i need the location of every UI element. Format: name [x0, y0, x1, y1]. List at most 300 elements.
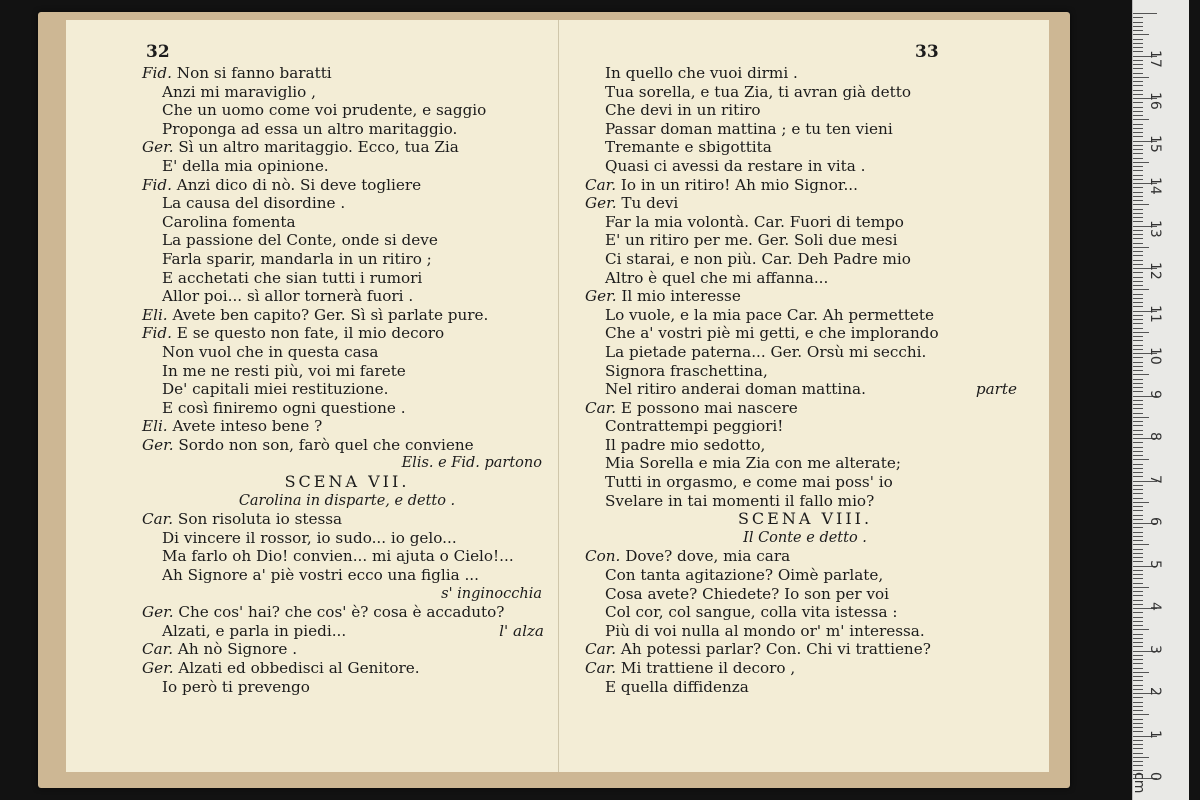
ruler-tick [1133, 527, 1143, 528]
verse-line [142, 380, 552, 399]
ruler-tick [1133, 294, 1143, 295]
verse-line [142, 269, 552, 288]
ruler-tick [1133, 464, 1143, 465]
ruler-tick [1133, 485, 1143, 486]
verse-line [585, 585, 1025, 604]
ruler-tick [1133, 170, 1143, 171]
ruler-tick [1133, 90, 1143, 91]
ruler-tick [1133, 659, 1143, 660]
speaker-label: Ger. [585, 194, 617, 213]
ruler-tick [1133, 77, 1149, 78]
ruler-tick [1133, 663, 1143, 664]
verse-text: Tutti in orgasmo, e come mai poss' io [605, 473, 893, 492]
ruler-tick [1133, 47, 1143, 48]
stage-direction: Carolina in disparte, e detto . [238, 492, 456, 509]
verse-line [585, 547, 1025, 566]
ruler-tick [1133, 298, 1143, 299]
ruler-tick [1133, 587, 1149, 588]
ruler-tick [1133, 39, 1143, 40]
ruler-tick [1133, 217, 1143, 218]
ruler-tick [1133, 306, 1143, 307]
ruler-tick [1133, 357, 1143, 358]
ruler-tick [1133, 128, 1143, 129]
verse-line [142, 213, 552, 232]
ruler-tick [1133, 676, 1143, 677]
verse-line [585, 659, 1025, 678]
verse-text: E quella diffidenza [605, 677, 749, 696]
speaker-label: Car. [585, 640, 617, 659]
ruler-tick [1133, 383, 1143, 384]
speaker-label: Ger. [585, 287, 617, 306]
ruler-tick [1133, 434, 1143, 435]
speaker-label: Eli. [142, 417, 168, 436]
ruler-tick [1133, 153, 1143, 154]
verse-line [585, 64, 1025, 83]
verse-line [142, 231, 552, 250]
verse-line [585, 213, 1025, 232]
ruler-tick [1133, 515, 1143, 516]
ruler-tick [1133, 442, 1143, 443]
speaker-label: Fid. [142, 324, 172, 343]
ruler-tick [1133, 94, 1143, 95]
verse-line [585, 231, 1025, 250]
page-number: 32 [146, 42, 170, 62]
ruler-tick [1133, 455, 1143, 456]
verse-text: Sordo non son, farò quel che conviene [173, 435, 474, 454]
verse-text: La pietade paterna... Ger. Orsù mi secchi. [605, 342, 927, 361]
ruler-tick [1133, 13, 1157, 14]
verse-line [585, 157, 1025, 176]
speaker-label: Car. [142, 510, 174, 529]
verse-line [585, 380, 1025, 399]
ruler-number: 14 [1147, 177, 1163, 195]
verse-text: La passione del Conte, onde si deve [162, 231, 438, 250]
verse-text: Non vuol che in questa casa [162, 342, 379, 361]
ruler-tick [1133, 506, 1143, 507]
verse-text: E' della mia opinione. [162, 156, 329, 175]
ruler-tick [1133, 107, 1143, 108]
verse-line [585, 343, 1025, 362]
verse-text: In me ne resti più, voi mi farete [162, 361, 406, 380]
ruler-tick [1133, 430, 1143, 431]
verse-line [585, 306, 1025, 325]
verse-text: Signora fraschettina, [605, 361, 768, 380]
verse-line [142, 120, 552, 139]
ruler-tick [1133, 617, 1143, 618]
ruler-tick [1133, 591, 1143, 592]
ruler-tick [1133, 391, 1143, 392]
verse-text: Altro è quel che mi affanna... [605, 268, 829, 287]
ruler-number: 2 [1147, 687, 1163, 696]
ruler-tick [1133, 621, 1143, 622]
speaker-label: Car. [585, 398, 617, 417]
ruler-number: 16 [1147, 92, 1163, 110]
ruler-tick [1133, 731, 1143, 732]
ruler-tick [1133, 714, 1149, 715]
verse-line [585, 287, 1025, 306]
verse-text: Alzati, e parla in piedi... [162, 621, 347, 640]
ruler-tick [1133, 179, 1143, 180]
ruler-tick [1133, 689, 1143, 690]
verse-line [585, 399, 1025, 418]
ruler-tick [1133, 476, 1143, 477]
ruler-tick [1133, 255, 1143, 256]
ruler-tick [1133, 132, 1143, 133]
verse-line [142, 157, 552, 176]
verse-text: Contrattempi peggiori! [605, 417, 784, 436]
stage-direction: Il Conte e detto . [743, 529, 867, 546]
verse-text: Io però ti prevengo [162, 677, 310, 696]
ruler-tick [1133, 549, 1143, 550]
ruler-tick [1133, 578, 1143, 579]
ruler-tick [1133, 230, 1143, 231]
ruler-tick [1133, 323, 1143, 324]
ruler-tick [1133, 17, 1143, 18]
ruler-tick [1133, 532, 1143, 533]
right-page [559, 20, 1049, 772]
ruler-tick [1133, 719, 1143, 720]
ruler-tick [1133, 379, 1143, 380]
ruler-number: 5 [1147, 559, 1163, 569]
stage-direction: l' alza [499, 621, 544, 640]
verse-line [142, 529, 552, 548]
verse-text: E così finiremo ogni questione . [162, 398, 406, 417]
verse-line [585, 83, 1025, 102]
ruler-tick [1133, 192, 1143, 193]
verse-line [142, 622, 552, 641]
verse-text: E se questo non fate, il mio decoro [171, 324, 445, 343]
ruler-tick [1133, 574, 1143, 575]
ruler-tick [1133, 251, 1143, 252]
verse-line [585, 362, 1025, 381]
verse-text: Carolina fomenta [162, 212, 296, 231]
verse-text: Io in un ritiro! Ah mio Signor... [616, 175, 858, 194]
verse-text: Ma farlo oh Dio! convien... mi ajuta o Cielo!... [162, 547, 514, 566]
verse-line [585, 436, 1025, 455]
speaker-label: Car. [585, 659, 617, 677]
ruler-tick [1133, 221, 1143, 222]
verse-text: Alzati ed obbedisci al Genitore. [173, 659, 420, 677]
ruler-tick [1133, 51, 1143, 52]
ruler-tick [1133, 510, 1143, 511]
ruler-tick [1133, 612, 1143, 613]
ruler-tick [1133, 68, 1143, 69]
ruler-number: 11 [1147, 304, 1163, 323]
verse-line [142, 547, 552, 566]
ruler-number: 8 [1147, 432, 1163, 441]
ruler-tick [1133, 672, 1149, 673]
ruler-tick [1133, 553, 1143, 554]
verse-line [585, 269, 1025, 288]
verse-line [585, 603, 1025, 622]
ruler-tick [1133, 413, 1143, 414]
verse-line [142, 566, 552, 585]
ruler-tick [1133, 770, 1143, 771]
ruler-tick [1133, 638, 1143, 639]
ruler-tick [1133, 30, 1143, 31]
ruler-tick [1133, 604, 1143, 605]
verse-line [142, 417, 552, 436]
verse-text: Ah potessi parlar? Con. Chi vi trattiene? [616, 640, 931, 659]
ruler-tick [1133, 247, 1149, 248]
ruler-number: 10 [1147, 347, 1163, 365]
verse-text: Il mio interesse [616, 287, 741, 306]
stage-direction: s' inginocchia [441, 585, 542, 602]
speaker-label: Ger. [142, 138, 174, 157]
ruler-tick [1133, 421, 1143, 422]
verse-text: E acchetati che sian tutti i rumori [162, 268, 423, 287]
ruler-tick [1133, 345, 1143, 346]
ruler-tick [1133, 136, 1143, 137]
ruler-tick [1133, 302, 1143, 303]
ruler-tick [1133, 629, 1149, 630]
ruler-tick [1133, 26, 1143, 27]
ruler-tick [1133, 723, 1143, 724]
verse-text: Avete ben capito? Ger. Sì sì parlate pure. [167, 305, 489, 324]
verse-line [585, 417, 1025, 436]
ruler-tick [1133, 200, 1143, 201]
verse-text: Che devi in un ritiro [605, 101, 761, 120]
ruler-tick [1133, 710, 1143, 711]
scene-heading: SCENA VII. [284, 472, 410, 492]
ruler-tick [1133, 447, 1143, 448]
ruler-tick [1133, 115, 1143, 116]
verse-text: Ci starai, e non più. Car. Deh Padre mio [605, 249, 911, 268]
ruler-tick [1133, 557, 1143, 558]
verse-line [142, 436, 552, 455]
verse-line [142, 138, 552, 157]
verse-text: Più di voi nulla al mondo or' m' interessa. [605, 621, 925, 640]
verse-text: De' capitali miei restituzione. [162, 380, 389, 399]
verse-line [142, 287, 552, 306]
ruler-tick [1133, 425, 1143, 426]
ruler-number: 3 [1147, 644, 1163, 654]
verse-text: E' un ritiro per me. Ger. Soli due mesi [605, 231, 898, 250]
verse-line [585, 473, 1025, 492]
ruler-tick [1133, 272, 1143, 273]
ruler-tick [1133, 85, 1143, 86]
ruler-tick [1133, 281, 1143, 282]
speaker-label: Fid. [142, 175, 172, 194]
ruler-tick [1133, 761, 1143, 762]
speaker-label: Fid. [142, 64, 172, 82]
ruler-tick [1133, 60, 1143, 61]
ruler-tick [1133, 468, 1143, 469]
speaker-label: Eli. [142, 305, 168, 324]
verse-text: Far la mia volontà. Car. Fuori di tempo [605, 212, 904, 231]
verse-text: Ah nò Signore . [173, 640, 298, 659]
verse-text: Anzi dico di nò. Si deve togliere [171, 175, 422, 194]
verse-text: Mia Sorella e mia Zia con me alterate; [605, 454, 901, 473]
stage-direction: Elis. e Fid. partono [401, 455, 542, 472]
ruler-number: 7 [1147, 474, 1163, 484]
ruler-tick [1133, 73, 1143, 74]
text-block [585, 64, 1025, 696]
verse-line [585, 678, 1025, 697]
ruler-tick [1133, 158, 1143, 159]
ruler-tick [1133, 740, 1143, 741]
verse-line [585, 120, 1025, 139]
ruler-tick [1133, 697, 1143, 698]
ruler-tick [1133, 472, 1143, 473]
ruler-tick [1133, 451, 1143, 452]
speaker-label: Ger. [142, 435, 174, 454]
ruler-tick [1133, 124, 1143, 125]
verse-text: Che a' vostri piè mi getti, e che implorando [605, 324, 939, 343]
ruler-tick [1133, 685, 1143, 686]
verse-text: Proponga ad essa un altro maritaggio. [162, 119, 458, 138]
ruler-tick [1133, 370, 1143, 371]
verse-text: Allor poi... sì allor tornerà fuori . [162, 287, 414, 306]
verse-text: Cosa avete? Chiedete? Io son per voi [605, 584, 890, 603]
measuring-ruler [1132, 0, 1189, 800]
ruler-number: 6 [1147, 517, 1163, 526]
ruler-tick [1133, 536, 1143, 537]
verse-line [585, 324, 1025, 343]
ruler-tick [1133, 264, 1143, 265]
text-block [142, 64, 552, 696]
ruler-tick [1133, 561, 1143, 562]
ruler-tick [1133, 706, 1143, 707]
verse-text: Son risoluta io stessa [173, 510, 343, 529]
ruler-tick [1133, 260, 1143, 261]
verse-text: Che cos' hai? che cos' è? cosa è accaduto? [173, 603, 505, 622]
verse-line [142, 603, 552, 622]
verse-line [142, 83, 552, 102]
ruler-tick [1133, 289, 1149, 290]
verse-text: Di vincere il rossor, io sudo... io gelo... [162, 528, 457, 547]
ruler-tick [1133, 655, 1143, 656]
ruler-tick [1133, 145, 1143, 146]
ruler-number: 9 [1147, 389, 1163, 399]
ruler-tick [1133, 489, 1143, 490]
speaker-label: Car. [142, 640, 174, 659]
ruler-tick [1133, 22, 1143, 23]
ruler-tick [1133, 187, 1143, 188]
ruler-tick [1133, 408, 1143, 409]
verse-line [142, 362, 552, 381]
ruler-tick [1133, 362, 1143, 363]
verse-line [142, 64, 552, 83]
ruler-tick [1133, 646, 1143, 647]
verse-text: Dove? dove, mia cara [620, 547, 791, 566]
verse-text: Quasi ci avessi da restare in vita . [605, 156, 866, 175]
ruler-number: 15 [1147, 134, 1163, 153]
verse-text: Con tanta agitazione? Oimè parlate, [605, 566, 884, 585]
verse-text: Col cor, col sangue, colla vita istessa : [605, 603, 898, 622]
ruler-tick [1133, 680, 1143, 681]
verse-line [142, 659, 552, 678]
ruler-tick [1133, 668, 1143, 669]
ruler-number: 4 [1147, 602, 1163, 611]
ruler-tick [1133, 238, 1143, 239]
ruler-tick [1133, 204, 1149, 205]
ruler-tick [1133, 111, 1143, 112]
ruler-tick [1133, 162, 1149, 163]
ruler-tick [1133, 744, 1143, 745]
ruler-tick [1133, 285, 1143, 286]
ruler-number: 13 [1147, 219, 1163, 238]
verse-text: Lo vuole, e la mia pace Car. Ah permettete [605, 305, 934, 324]
ruler-tick [1133, 81, 1143, 82]
ruler-tick [1133, 213, 1143, 214]
verse-line [585, 176, 1025, 195]
verse-line [142, 324, 552, 343]
ruler-tick [1133, 64, 1143, 65]
ruler-tick [1133, 404, 1143, 405]
ruler-tick [1133, 634, 1143, 635]
ruler-tick [1133, 319, 1143, 320]
ruler-tick [1133, 243, 1143, 244]
ruler-tick [1133, 277, 1143, 278]
ruler-number: 12 [1147, 262, 1163, 280]
ruler-tick [1133, 583, 1143, 584]
ruler-tick [1133, 570, 1143, 571]
ruler-tick [1133, 340, 1143, 341]
stage-direction: parte [975, 380, 1017, 399]
ruler-number: 0 cm [1131, 772, 1163, 794]
ruler-tick [1133, 642, 1143, 643]
verse-line [142, 101, 552, 120]
ruler-tick [1133, 43, 1143, 44]
verse-text: Passar doman mattina ; e tu ten vieni [605, 119, 893, 138]
speaker-label: Ger. [142, 659, 174, 677]
ruler-tick [1133, 119, 1149, 120]
ruler-tick [1133, 625, 1143, 626]
verse-text: E possono mai nascere [616, 398, 798, 417]
verse-line [585, 101, 1025, 120]
verse-line [142, 176, 552, 195]
ruler-tick [1133, 196, 1143, 197]
ruler-tick [1133, 34, 1149, 35]
ruler-tick [1133, 209, 1143, 210]
ruler-tick [1133, 498, 1143, 499]
ruler-tick [1133, 493, 1143, 494]
verse-text: Non si fanno baratti [171, 64, 332, 82]
ruler-tick [1133, 315, 1143, 316]
speaker-label: Con. [585, 547, 621, 566]
verse-line [142, 678, 552, 697]
ruler-tick [1133, 336, 1143, 337]
ruler-tick [1133, 519, 1143, 520]
verse-line [585, 454, 1025, 473]
verse-line [585, 194, 1025, 213]
ruler-tick [1133, 374, 1149, 375]
ruler-number: 17 [1147, 49, 1163, 68]
ruler-tick [1133, 234, 1143, 235]
ruler-tick [1133, 757, 1149, 758]
ruler-tick [1133, 417, 1149, 418]
verse-line [585, 640, 1025, 659]
verse-text: Ah Signore a' piè vostri ecco una figlia ... [162, 566, 479, 585]
verse-line [142, 343, 552, 362]
verse-text: Farla sparir, mandarla in un ritiro ; [162, 249, 432, 268]
verse-line [142, 399, 552, 418]
verse-text: Mi trattiene il decoro , [616, 659, 796, 677]
ruler-tick [1133, 727, 1143, 728]
verse-text: Tremante e sbigottita [605, 138, 772, 157]
ruler-tick [1133, 149, 1143, 150]
verse-text: Sì un altro maritaggio. Ecco, tua Zia [173, 138, 459, 157]
verse-line [585, 622, 1025, 641]
ruler-tick [1133, 748, 1143, 749]
verse-text: Nel ritiro anderai doman mattina. [605, 380, 866, 399]
verse-text: In quello che vuoi dirmi . [605, 64, 798, 82]
verse-line [142, 194, 552, 213]
ruler-tick [1133, 166, 1143, 167]
ruler-tick [1133, 332, 1149, 333]
verse-text: Svelare in tai momenti il fallo mio? [605, 491, 875, 510]
